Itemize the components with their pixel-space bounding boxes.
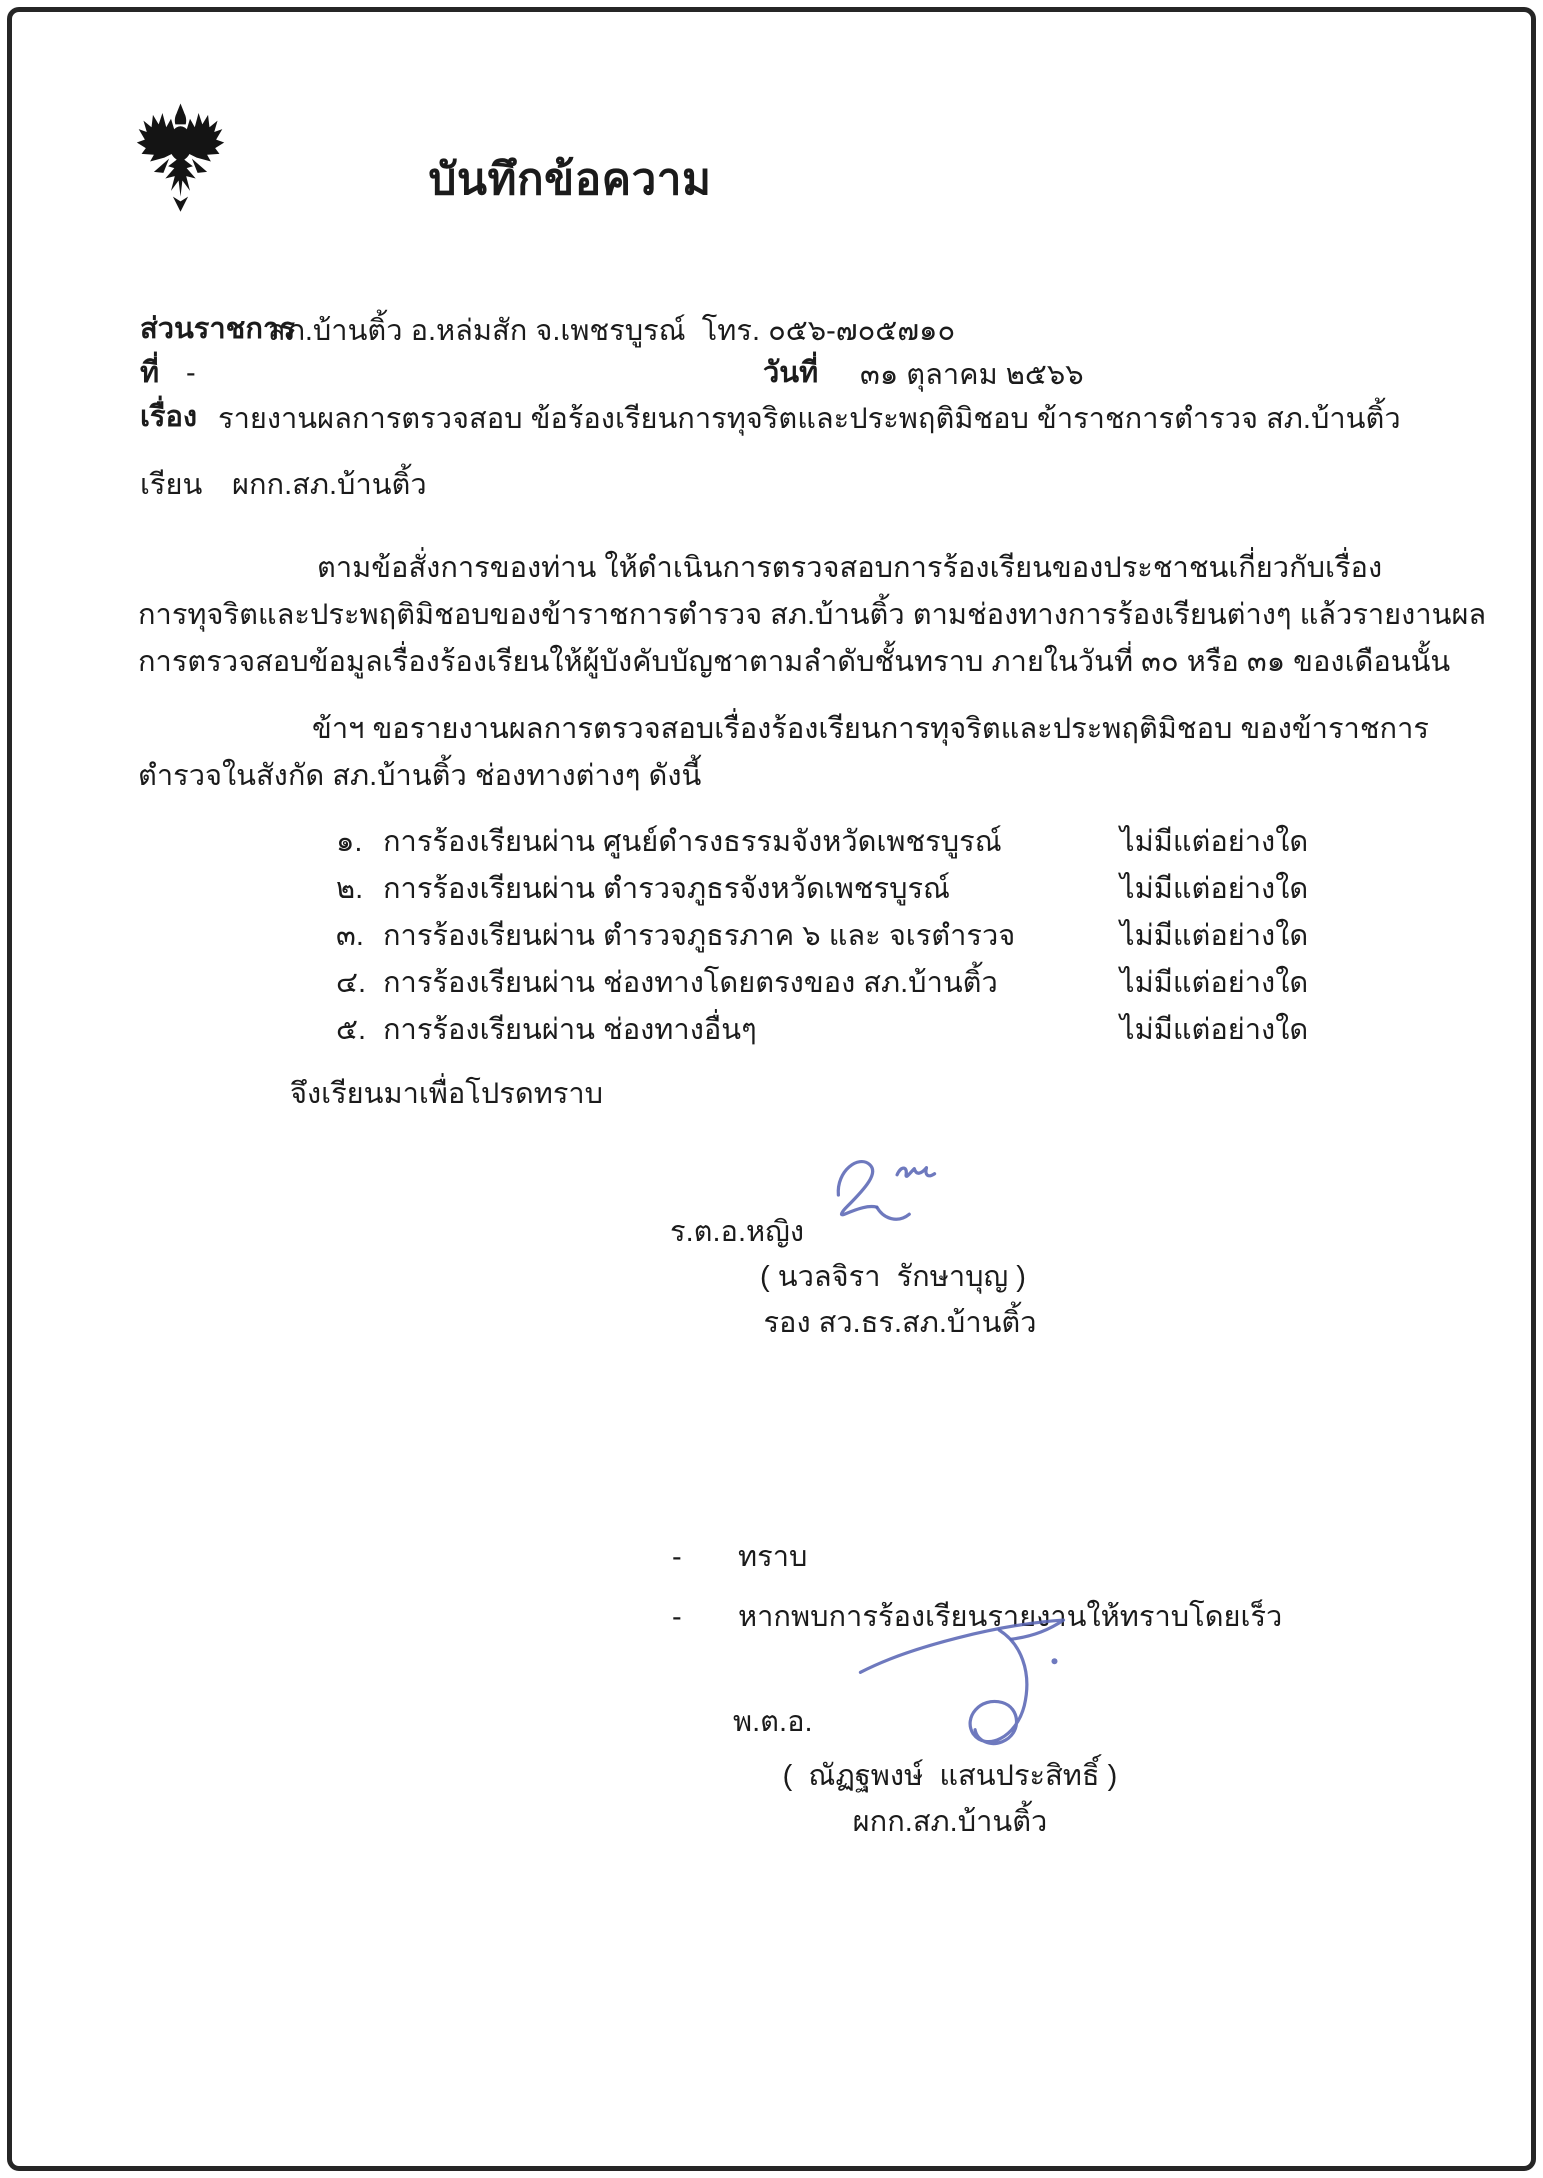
date-value: ๓๑ ตุลาคม ๒๕๖๖ <box>860 359 1084 391</box>
item-number: ๒. <box>336 873 364 905</box>
paragraph2-line1: ข้าฯ ขอรายงานผลการตรวจสอบเรื่องร้องเรียนการทุจริตและประพฤติมิชอบ ของข้าราชการ <box>312 713 1429 745</box>
item-number: ๓. <box>336 920 364 952</box>
item-number: ๕. <box>336 1014 367 1046</box>
garuda-emblem-icon <box>133 103 228 218</box>
item-result: ไม่มีแต่อย่างใด <box>1120 873 1309 905</box>
item-number: ๔. <box>336 967 367 999</box>
endorser-name: ( ณัฏฐพงษ์ แสนประสิทธิ์ ) <box>782 1760 1118 1792</box>
item-result: ไม่มีแต่อย่างใด <box>1120 920 1309 952</box>
signer-position: รอง สว.ธร.สภ.บ้านติ้ว <box>763 1307 1037 1339</box>
paragraph1-line2: การทุจริตและประพฤติมิชอบของข้าราชการตำรวจ สภ.บ้านติ้ว ตามช่องทางการร้องเรียนต่างๆ แล้วรายงานผล <box>138 599 1487 631</box>
date-label: วันที่ <box>763 357 819 389</box>
item-result: ไม่มีแต่อย่างใด <box>1120 1014 1309 1046</box>
page-title: บันทึกข้อความ <box>428 155 712 204</box>
note1-text: ทราบ <box>738 1541 808 1573</box>
signature-1-handwriting <box>808 1138 970 1250</box>
doc-number-label: ที่ <box>140 357 160 389</box>
item-result: ไม่มีแต่อย่างใด <box>1120 826 1309 858</box>
item-text: การร้องเรียนผ่าน ช่องทางอื่นๆ <box>383 1014 757 1046</box>
subject-label: เรื่อง <box>140 401 198 433</box>
endorser-position: ผกก.สภ.บ้านติ้ว <box>852 1806 1048 1838</box>
note2-text: หากพบการร้องเรียนรายงานให้ทราบโดยเร็ว <box>738 1601 1283 1633</box>
to-label: เรียน <box>140 469 203 501</box>
subject-value: รายงานผลการตรวจสอบ ข้อร้องเรียนการทุจริตและประพฤติมิชอบ ข้าราชการตำรวจ สภ.บ้านติ้ว <box>218 403 1401 435</box>
note2-dash: - <box>672 1601 682 1633</box>
agency-label: ส่วนราชการ <box>140 313 295 345</box>
doc-number-value: - <box>186 357 196 389</box>
signer-rank: ร.ต.อ.หญิง <box>670 1216 804 1248</box>
item-text: การร้องเรียนผ่าน ตำรวจภูธรจังหวัดเพชรบูรณ์ <box>383 873 950 905</box>
paragraph1-line1: ตามข้อสั่งการของท่าน ให้ดำเนินการตรวจสอบการร้องเรียนของประชาชนเกี่ยวกับเรื่อง <box>317 552 1383 584</box>
item-number: ๑. <box>336 826 363 858</box>
item-text: การร้องเรียนผ่าน ศูนย์ดำรงธรรมจังหวัดเพชรบูรณ์ <box>383 826 1002 858</box>
paragraph2-line2: ตำรวจในสังกัด สภ.บ้านติ้ว ช่องทางต่างๆ ดังนี้ <box>138 760 702 792</box>
item-text: การร้องเรียนผ่าน ช่องทางโดยตรงของ สภ.บ้านติ้ว <box>383 967 998 999</box>
agency-value: สภ.บ้านติ้ว อ.หล่มสัก จ.เพชรบูรณ์ โทร. ๐๕๖-๗๐๕๗๑๐ <box>268 315 956 347</box>
paragraph1-line3: การตรวจสอบข้อมูลเรื่องร้องเรียนให้ผู้บังคับบัญชาตามลำดับชั้นทราบ ภายในวันที่ ๓๐ หรือ ๓๑ ของเดือนนั้น <box>138 646 1451 678</box>
note1-dash: - <box>672 1541 682 1573</box>
closing-line: จึงเรียนมาเพื่อโปรดทราบ <box>290 1078 604 1110</box>
item-result: ไม่มีแต่อย่างใด <box>1120 967 1309 999</box>
endorser-rank: พ.ต.อ. <box>733 1706 813 1738</box>
item-text: การร้องเรียนผ่าน ตำรวจภูธรภาค ๖ และ จเรตำรวจ <box>383 920 1016 952</box>
signer-name: ( นวลจิรา รักษาบุญ ) <box>760 1261 1026 1293</box>
to-value: ผกก.สภ.บ้านติ้ว <box>232 469 427 501</box>
